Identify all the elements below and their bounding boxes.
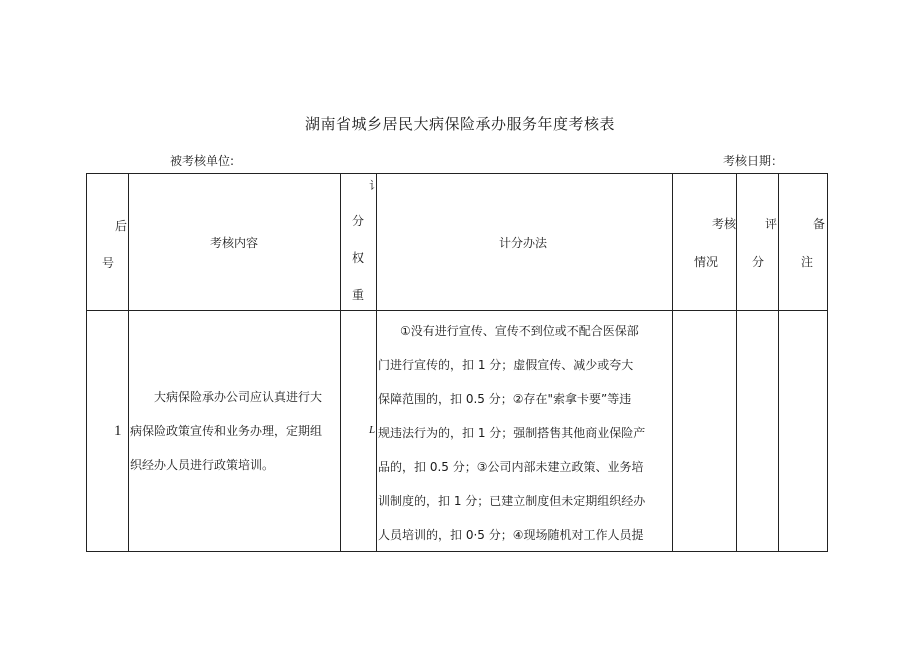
row-1-method-line: 训制度的，扣 1 分；已建立制度但未定期组织经办	[378, 494, 646, 508]
row-1-content-line: 大病保险承办公司应认真进行大	[154, 390, 323, 404]
header-weight-2: 权	[352, 251, 365, 265]
row-1-seq: 1	[114, 423, 122, 439]
table-left-border	[86, 173, 87, 551]
row-1-method-line: 门进行宣传的，扣 1 分；虚假宣传、减少或夸大	[378, 358, 634, 372]
header-row-divider	[86, 310, 828, 311]
row-1-weight: L	[369, 424, 376, 436]
header-weight-1: 分	[352, 214, 365, 228]
assessment-table	[86, 173, 828, 552]
header-score-2: 分	[752, 255, 765, 269]
row-1-content-line: 病保险政策宣传和业务办理，定期组	[130, 424, 323, 438]
row-1-method	[378, 314, 672, 552]
table-top-border	[86, 173, 828, 174]
row-1-method-line: 保障范围的，扣 0.5 分；②存在"索拿卡要”等违	[378, 392, 632, 406]
col-divider-seq	[128, 173, 129, 551]
row-1-method-line: 规违法行为的，扣 1 分；强制搭售其他商业保险产	[378, 426, 646, 440]
col-divider-situation	[736, 173, 737, 551]
row-1-method-line: 品的，扣 0.5 分；③公司内部未建立政策、业务培	[378, 460, 644, 474]
header-score-1: 评	[765, 217, 778, 231]
header-situation-1: 考核	[712, 217, 737, 231]
page-title: 湖南省城乡居民大病保险承办服务年度考核表	[304, 115, 615, 133]
col-divider-method	[672, 173, 673, 551]
row-1-content	[130, 380, 340, 482]
row-1-content-line: 织经办人员进行政策培训。	[130, 458, 275, 472]
assessment-date-label: 考核日期：	[723, 154, 784, 168]
header-method: 计分办法	[499, 236, 548, 250]
header-weight-3: 重	[352, 288, 365, 302]
header-seq-top: 后	[115, 219, 128, 233]
header-weight-fragment: 讠	[369, 179, 380, 192]
header-situation-2: 情况	[694, 255, 719, 269]
assessed-unit-label: 被考核单位:	[170, 154, 235, 168]
table-right-border	[827, 173, 828, 551]
header-seq-bottom: 号	[102, 256, 115, 270]
col-divider-weight	[376, 173, 377, 551]
col-divider-score	[778, 173, 779, 551]
row-1-method-line: ①没有进行宣传、宣传不到位或不配合医保部	[400, 324, 639, 338]
header-remark-1: 备	[813, 217, 826, 231]
row-1-method-line: 人员培训的，扣 0·5 分；④现场随机对工作人员提	[378, 528, 644, 542]
col-divider-content	[340, 173, 341, 551]
header-remark-2: 注	[801, 255, 814, 269]
header-content: 考核内容	[210, 236, 259, 250]
